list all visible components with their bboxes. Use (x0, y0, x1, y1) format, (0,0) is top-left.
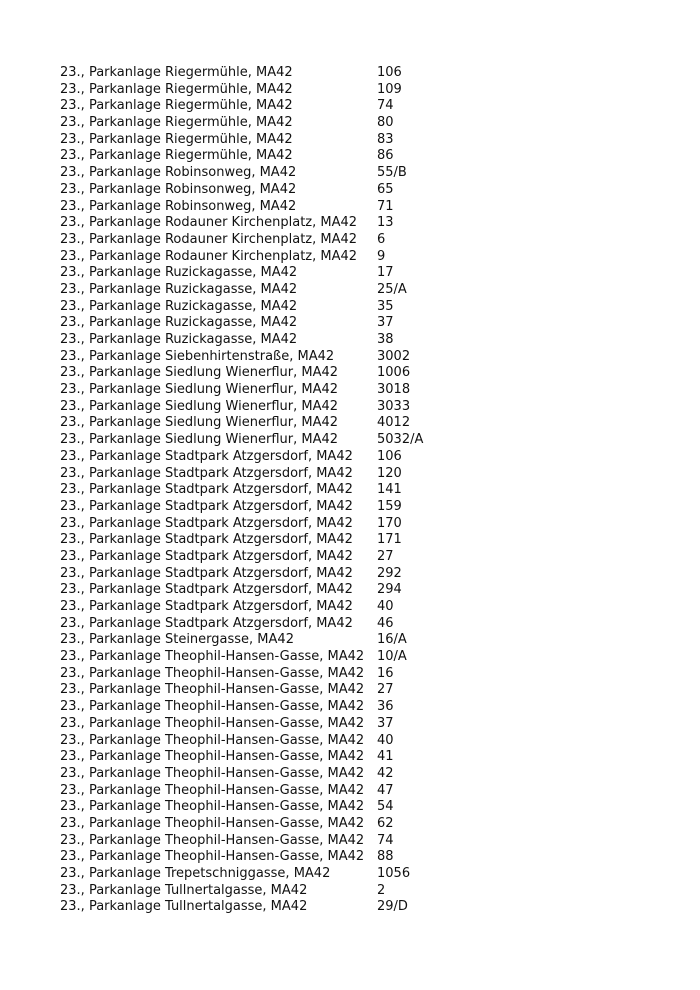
list-row (60, 182, 660, 199)
plot-number: 9 (377, 248, 386, 264)
plot-number: 3002 (377, 348, 411, 364)
park-name: 23., Parkanlage Theophil-Hansen-Gasse, MA42 (60, 715, 365, 731)
park-name: 23., Parkanlage Riegermühle, MA42 (60, 115, 293, 131)
park-name: 23., Parkanlage Riegermühle, MA42 (60, 131, 293, 147)
list-row (60, 866, 660, 883)
plot-number: 1056 (377, 866, 411, 881)
plot-number: 5032/A (377, 432, 424, 448)
list-row (60, 582, 660, 599)
list-row (60, 833, 660, 850)
list-row (60, 899, 660, 916)
park-name: 23., Parkanlage Siedlung Wienerflur, MA42 (60, 432, 339, 448)
park-name: 23., Parkanlage Stadtpark Atzgersdorf, MA42 (60, 465, 353, 481)
plot-number: 74 (377, 832, 394, 848)
list-row (60, 699, 660, 716)
list-row (60, 516, 660, 533)
list-row (60, 783, 660, 800)
plot-number: 86 (377, 148, 394, 164)
list-row (60, 349, 660, 366)
list-row (60, 766, 660, 783)
park-name: 23., Parkanlage Stadtpark Atzgersdorf, MA42 (60, 482, 353, 498)
list-row (60, 616, 660, 633)
plot-number: 55/B (377, 165, 407, 181)
park-name: 23., Parkanlage Ruzickagasse, MA42 (60, 281, 298, 297)
plot-number: 54 (377, 799, 394, 815)
list-row (60, 365, 660, 382)
park-name: 23., Parkanlage Theophil-Hansen-Gasse, MA42 (60, 732, 365, 748)
park-name: 23., Parkanlage Ruzickagasse, MA42 (60, 298, 298, 314)
plot-number: 40 (377, 599, 394, 614)
plot-number: 170 (377, 515, 402, 531)
list-row (60, 115, 660, 132)
list-row (60, 265, 660, 282)
plot-number: 16/A (377, 632, 407, 648)
list-row (60, 65, 660, 82)
park-name: 23., Parkanlage Riegermühle, MA42 (60, 98, 293, 114)
plot-number: 29/D (377, 899, 408, 915)
list-row (60, 249, 660, 266)
list-row (60, 399, 660, 416)
plot-number: 62 (377, 815, 394, 831)
park-name: 23., Parkanlage Theophil-Hansen-Gasse, MA42 (60, 832, 365, 848)
list-row (60, 849, 660, 866)
list-row (60, 632, 660, 649)
plot-number: 106 (377, 65, 402, 80)
list-row (60, 499, 660, 516)
park-name: 23., Parkanlage Tullnertalgasse, MA42 (60, 882, 308, 898)
park-name: 23., Parkanlage Steinergasse, MA42 (60, 632, 294, 648)
plot-number: 46 (377, 615, 394, 631)
park-name: 23., Parkanlage Ruzickagasse, MA42 (60, 332, 298, 347)
list-row (60, 165, 660, 182)
park-name: 23., Parkanlage Theophil-Hansen-Gasse, MA42 (60, 649, 365, 665)
park-name: 23., Parkanlage Rodauner Kirchenplatz, MA42 (60, 248, 358, 264)
list-row (60, 716, 660, 733)
park-name: 23., Parkanlage Theophil-Hansen-Gasse, MA42 (60, 665, 365, 681)
plot-number: 74 (377, 98, 394, 114)
plot-number: 4012 (377, 415, 411, 431)
plot-number: 35 (377, 298, 394, 314)
plot-number: 159 (377, 498, 402, 514)
list-row (60, 232, 660, 249)
plot-number: 47 (377, 782, 394, 798)
park-name: 23., Parkanlage Theophil-Hansen-Gasse, MA42 (60, 765, 365, 781)
park-name: 23., Parkanlage Stadtpark Atzgersdorf, MA42 (60, 515, 353, 531)
park-list (60, 65, 660, 916)
plot-number: 27 (377, 548, 394, 564)
list-row (60, 199, 660, 216)
list-row (60, 799, 660, 816)
list-row (60, 682, 660, 699)
plot-number: 10/A (377, 649, 407, 665)
park-name: 23., Parkanlage Stadtpark Atzgersdorf, MA42 (60, 599, 353, 614)
park-name: 23., Parkanlage Siedlung Wienerflur, MA42 (60, 398, 339, 414)
park-name: 23., Parkanlage Stadtpark Atzgersdorf, MA42 (60, 532, 353, 548)
park-name: 23., Parkanlage Stadtpark Atzgersdorf, MA42 (60, 498, 353, 514)
park-name: 23., Parkanlage Theophil-Hansen-Gasse, MA42 (60, 682, 365, 698)
plot-number: 1006 (377, 365, 411, 381)
park-name: 23., Parkanlage Riegermühle, MA42 (60, 65, 293, 80)
plot-number: 3033 (377, 398, 411, 414)
list-row (60, 733, 660, 750)
park-name: 23., Parkanlage Trepetschniggasse, MA42 (60, 866, 331, 881)
plot-number: 171 (377, 532, 402, 548)
plot-number: 6 (377, 231, 386, 247)
plot-number: 41 (377, 749, 394, 765)
plot-number: 36 (377, 699, 394, 715)
list-row (60, 332, 660, 349)
park-name: 23., Parkanlage Siebenhirtenstraße, MA42 (60, 348, 335, 364)
plot-number: 141 (377, 482, 402, 498)
park-name: 23., Parkanlage Stadtpark Atzgersdorf, MA42 (60, 448, 353, 464)
plot-number: 88 (377, 849, 394, 865)
park-name: 23., Parkanlage Riegermühle, MA42 (60, 81, 293, 97)
park-name: 23., Parkanlage Robinsonweg, MA42 (60, 165, 297, 181)
park-name: 23., Parkanlage Theophil-Hansen-Gasse, MA42 (60, 849, 365, 865)
list-row (60, 649, 660, 666)
park-name: 23., Parkanlage Stadtpark Atzgersdorf, MA42 (60, 582, 353, 598)
plot-number: 38 (377, 332, 394, 347)
park-name: 23., Parkanlage Theophil-Hansen-Gasse, MA42 (60, 699, 365, 715)
list-row (60, 749, 660, 766)
plot-number: 106 (377, 448, 402, 464)
list-row (60, 883, 660, 900)
park-name: 23., Parkanlage Theophil-Hansen-Gasse, MA42 (60, 815, 365, 831)
list-row (60, 82, 660, 99)
list-row (60, 315, 660, 332)
park-name: 23., Parkanlage Theophil-Hansen-Gasse, MA42 (60, 799, 365, 815)
park-name: 23., Parkanlage Stadtpark Atzgersdorf, MA42 (60, 548, 353, 564)
list-row (60, 132, 660, 149)
list-row (60, 666, 660, 683)
plot-number: 120 (377, 465, 402, 481)
list-row (60, 282, 660, 299)
park-name: 23., Parkanlage Ruzickagasse, MA42 (60, 265, 298, 281)
park-name: 23., Parkanlage Robinsonweg, MA42 (60, 198, 297, 214)
plot-number: 25/A (377, 281, 407, 297)
plot-number: 16 (377, 665, 394, 681)
list-row (60, 599, 660, 616)
plot-number: 71 (377, 198, 394, 214)
plot-number: 2 (377, 882, 386, 898)
park-name: 23., Parkanlage Stadtpark Atzgersdorf, MA42 (60, 615, 353, 631)
plot-number: 83 (377, 131, 394, 147)
list-row (60, 215, 660, 232)
park-name: 23., Parkanlage Siedlung Wienerflur, MA42 (60, 382, 339, 398)
park-name: 23., Parkanlage Riegermühle, MA42 (60, 148, 293, 164)
park-name: 23., Parkanlage Stadtpark Atzgersdorf, MA42 (60, 565, 353, 581)
list-row (60, 98, 660, 115)
plot-number: 37 (377, 715, 394, 731)
plot-number: 37 (377, 315, 394, 331)
park-name: 23., Parkanlage Siedlung Wienerflur, MA42 (60, 415, 339, 431)
park-name: 23., Parkanlage Theophil-Hansen-Gasse, MA42 (60, 749, 365, 765)
plot-number: 294 (377, 582, 402, 598)
list-row (60, 482, 660, 499)
park-name: 23., Parkanlage Rodauner Kirchenplatz, MA42 (60, 231, 358, 247)
list-row (60, 382, 660, 399)
list-row (60, 299, 660, 316)
plot-number: 27 (377, 682, 394, 698)
plot-number: 65 (377, 181, 394, 197)
list-row (60, 566, 660, 583)
park-name: 23., Parkanlage Tullnertalgasse, MA42 (60, 899, 308, 915)
park-name: 23., Parkanlage Siedlung Wienerflur, MA42 (60, 365, 339, 381)
plot-number: 13 (377, 215, 394, 231)
park-name: 23., Parkanlage Ruzickagasse, MA42 (60, 315, 298, 331)
list-row (60, 432, 660, 449)
plot-number: 17 (377, 265, 394, 281)
list-row (60, 148, 660, 165)
plot-number: 292 (377, 565, 402, 581)
park-name: 23., Parkanlage Robinsonweg, MA42 (60, 181, 297, 197)
list-row (60, 532, 660, 549)
list-row (60, 415, 660, 432)
list-row (60, 466, 660, 483)
plot-number: 40 (377, 732, 394, 748)
list-row (60, 549, 660, 566)
list-row (60, 449, 660, 466)
plot-number: 42 (377, 765, 394, 781)
plot-number: 3018 (377, 382, 411, 398)
plot-number: 109 (377, 81, 402, 97)
park-name: 23., Parkanlage Rodauner Kirchenplatz, MA42 (60, 215, 358, 231)
park-name: 23., Parkanlage Theophil-Hansen-Gasse, MA42 (60, 782, 365, 798)
plot-number: 80 (377, 115, 394, 131)
list-row (60, 816, 660, 833)
